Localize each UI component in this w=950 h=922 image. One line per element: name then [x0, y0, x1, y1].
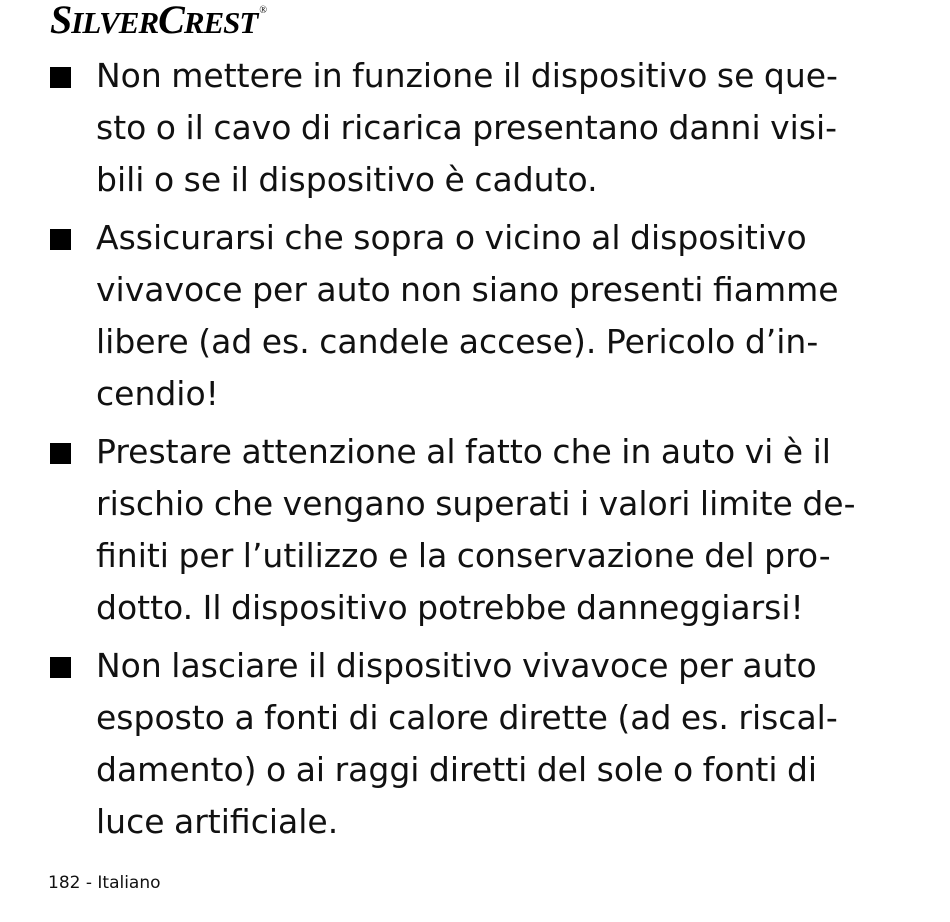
text-line: libere (ad es. candele accese). Pericolo d’in-: [96, 322, 819, 361]
text-line: finiti per l’utilizzo e la conservazione del pro-: [96, 536, 831, 575]
text-line: Non lasciare il dispositivo vivavoce per auto: [96, 646, 817, 685]
text-line: cendio!: [96, 374, 219, 413]
list-item: [48, 50, 918, 206]
text-line: Prestare attenzione al fatto che in auto vi è il: [96, 432, 831, 471]
text-line: bili o se il dispositivo è caduto.: [96, 160, 598, 199]
text-line: rischio che vengano superati i valori limite de-: [96, 484, 856, 523]
list-item-text: [96, 50, 918, 206]
square-bullet-icon: [50, 443, 71, 464]
square-bullet-icon: [50, 657, 71, 678]
list-item-text: [96, 212, 918, 420]
logo-letters: REST: [183, 5, 258, 40]
logo-letters: ILVER: [71, 5, 159, 40]
text-line: sto o il cavo di ricarica presentano danni visi-: [96, 108, 838, 147]
square-bullet-icon: [50, 67, 71, 88]
list-item: [48, 426, 918, 634]
square-bullet-icon: [50, 229, 71, 250]
safety-instructions-list: [48, 50, 918, 854]
text-line: Assicurarsi che sopra o vicino al dispositivo: [96, 218, 807, 257]
text-line: Non mettere in funzione il dispositivo se que-: [96, 56, 838, 95]
list-item: [48, 640, 918, 848]
list-item-text: [96, 426, 918, 634]
logo-letter: S: [50, 0, 72, 42]
text-line: dotto. Il dispositivo potrebbe danneggiarsi!: [96, 588, 804, 627]
text-line: damento) o ai raggi diretti del sole o fonti di: [96, 750, 818, 789]
text-line: luce artificiale.: [96, 802, 339, 841]
list-item-text: [96, 640, 918, 848]
text-line: esposto a fonti di calore dirette (ad es. riscal-: [96, 698, 838, 737]
text-line: vivavoce per auto non siano presenti fiamme: [96, 270, 839, 309]
page-footer: 182 - Italiano: [48, 873, 161, 893]
registered-mark: ®: [259, 5, 266, 16]
logo-letter: C: [158, 0, 184, 42]
silvercrest-logo: [50, 0, 264, 40]
list-item: [48, 212, 918, 420]
